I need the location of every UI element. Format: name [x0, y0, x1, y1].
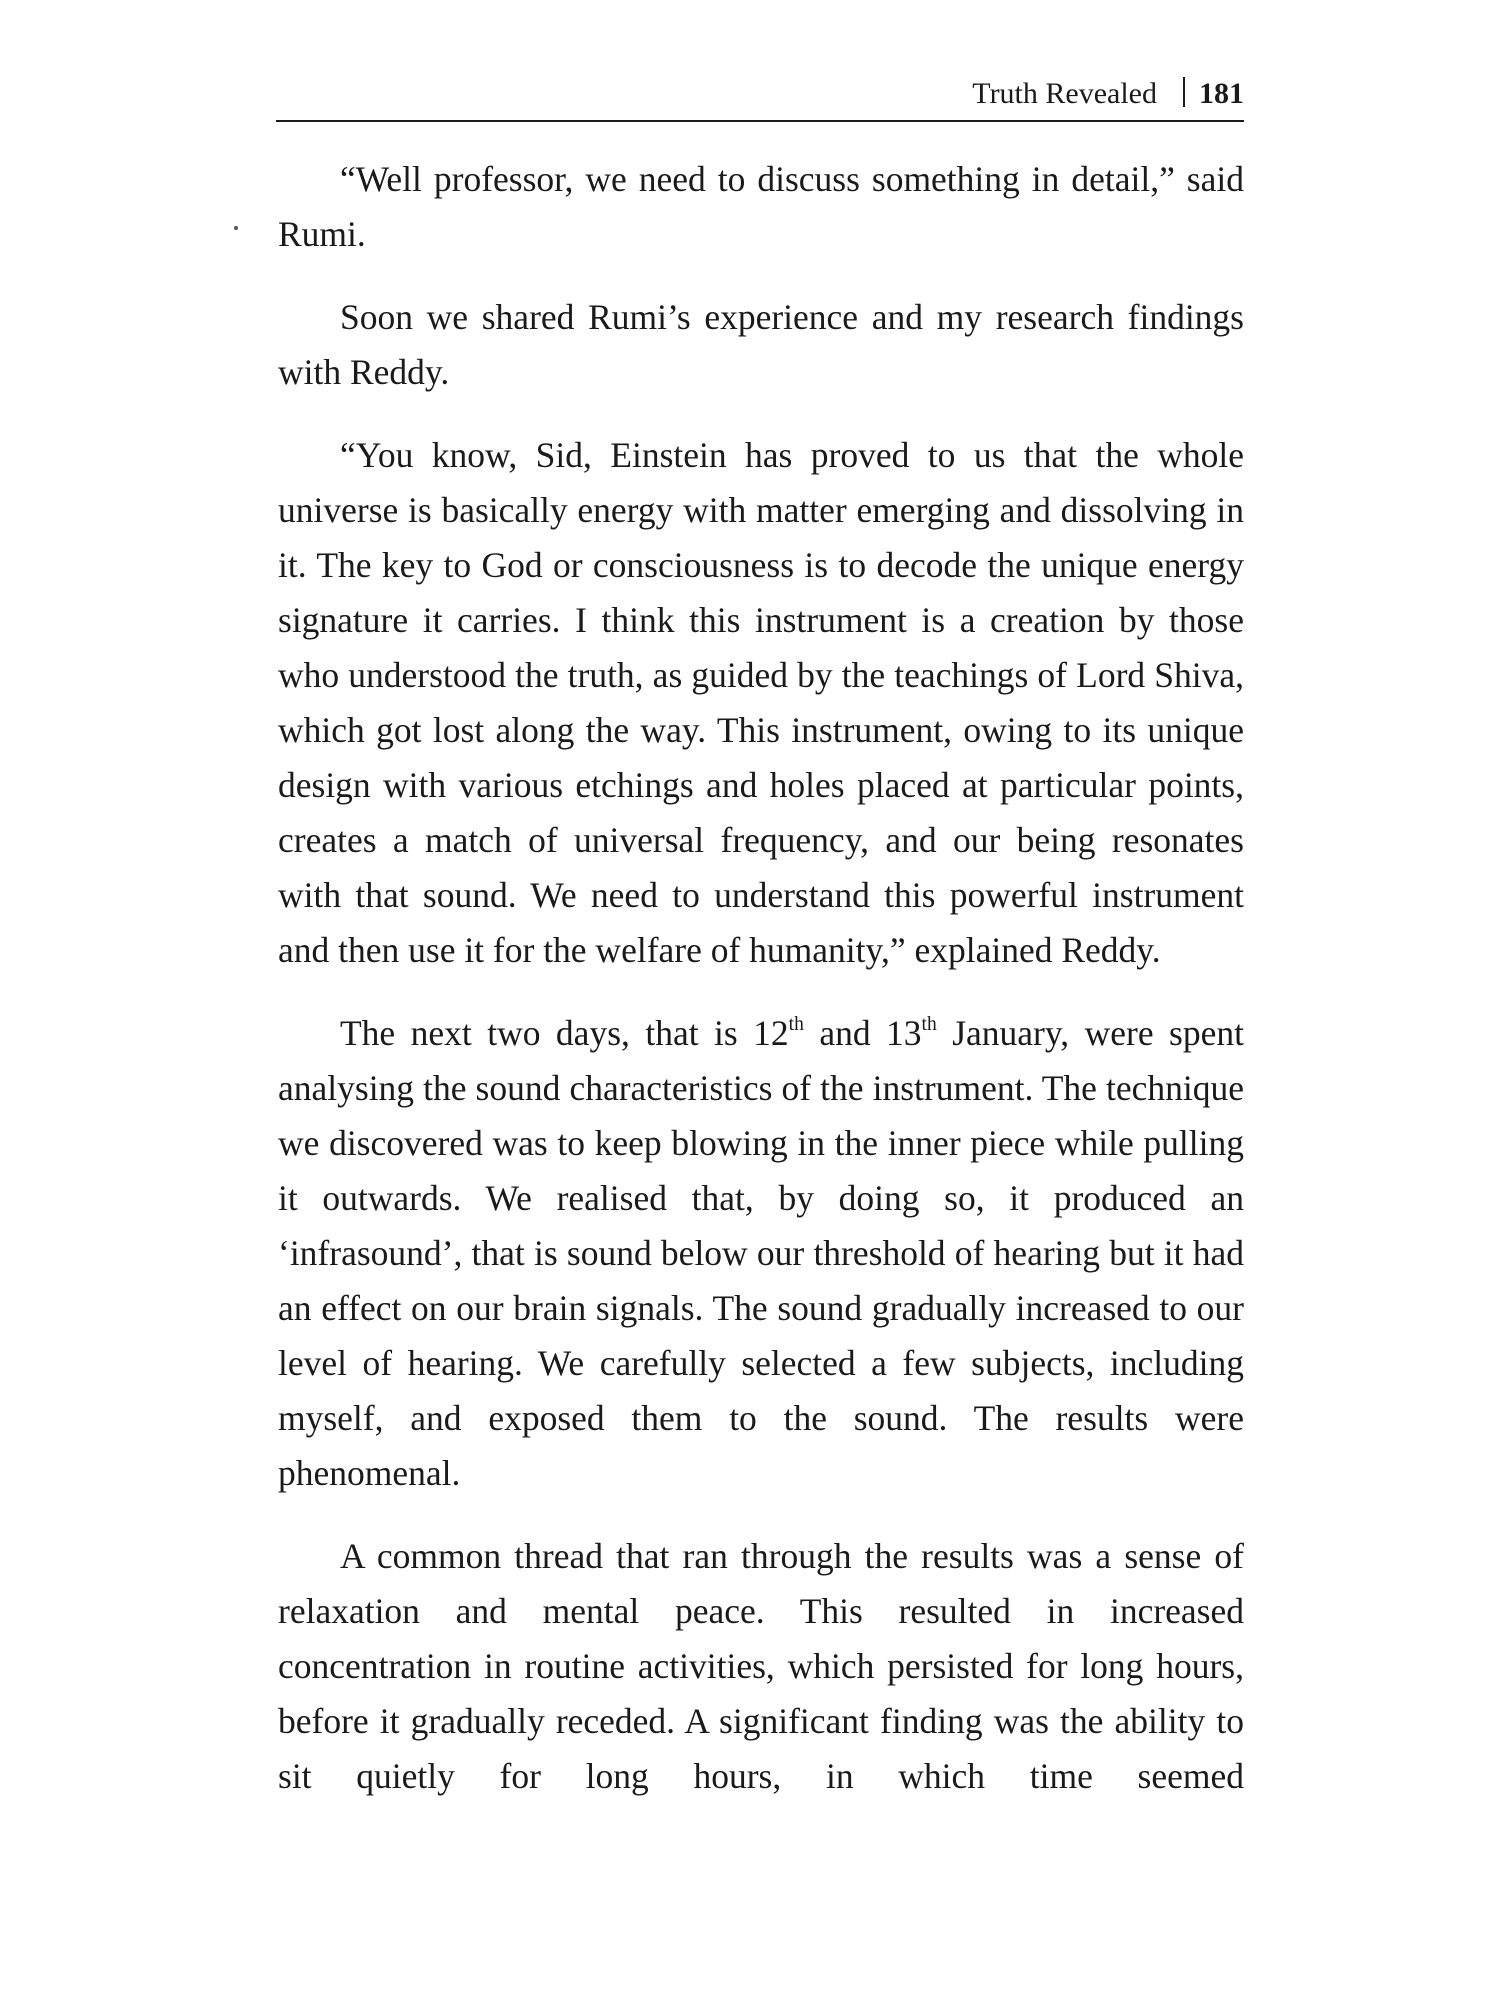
ordinal-suffix-12: th: [788, 1014, 804, 1036]
ordinal-suffix-13: th: [921, 1014, 937, 1036]
paragraph-4: [278, 1006, 1244, 1501]
running-header: [276, 74, 1244, 120]
page-number: 181: [1199, 77, 1244, 110]
paragraph-3: “You know, Sid, Einstein has proved to us that the whole universe is basically energy with matter emerging and dissolving in it. The key to God or consciousness is to decode the unique energy signature it carries. I think this instrument is a creation by those who understood the truth, as guided by the teachings of Lord Shiva, which got lost along the way. This instrument, owing to its unique design with various etchings and holes placed at particular points, creates a match of universal frequency, and our being resonates with that sound. We need to understand this powerful instrument and then use it for the welfare of humanity,” explained Reddy.: [278, 435, 1244, 970]
header-rule: [276, 120, 1244, 122]
paragraph-4-part-2: and 13: [803, 1013, 922, 1053]
paragraph-4-part-3: January, were spent analysing the sound characteristics of the instrument. The technique we discovered was to keep blowing in the inner piece while pulling it outwards. We realised that, by doing so, it produced an ‘infrasound’, that is sound below our threshold of hearing but it had an effect on our brain signals. The sound gradually increased to our level of hearing. We carefully selected a few subjects, including myself, and exposed them to the sound. The results were phenomenal.: [278, 1013, 1244, 1493]
running-title: Truth Revealed: [972, 77, 1157, 110]
paragraph-5: A common thread that ran through the results was a sense of relaxation and mental peace. This resulted in increased concentration in routine activities, which persisted for long hours, before it gradually receded. A significant finding was the ability to sit quietly for long hours, in which time seemed: [278, 1536, 1244, 1796]
paragraph-1: “Well professor, we need to discuss something in detail,” said Rumi.: [278, 159, 1244, 254]
body-text: [278, 152, 1244, 1832]
paragraph-2: Soon we shared Rumi’s experience and my research findings with Reddy.: [278, 297, 1244, 392]
margin-speck: [234, 226, 238, 230]
paragraph-4-part-1: The next two days, that is 12: [340, 1013, 789, 1053]
header-separator: [1183, 77, 1185, 107]
